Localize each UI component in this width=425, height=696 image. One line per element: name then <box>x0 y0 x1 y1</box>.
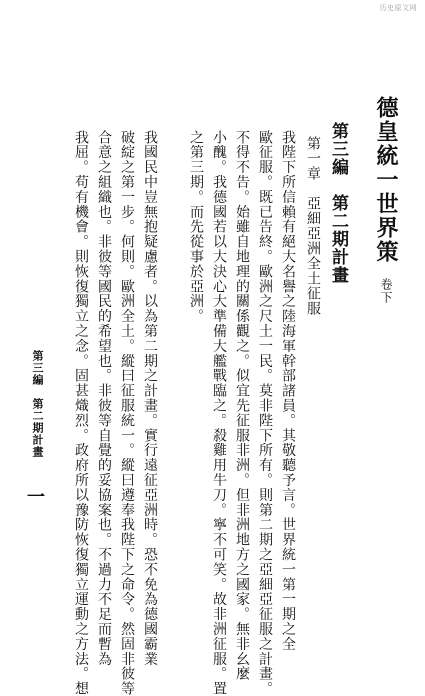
body-line: 之第三期。而先從事於亞洲。 <box>188 130 204 324</box>
chapter-heading: 第一章 亞細亞洲全土征服 <box>305 136 321 316</box>
body-line: 小醜。我德國若以大決心大準備大艦戰臨之。殺雞用牛刀。寧不可笑。故非洲征服。置 <box>211 130 227 696</box>
body-line: 不得不告。始雖自地理的關係觀之。似宜先征服非洲。但非洲地方之國家。無非幺麼 <box>234 130 250 682</box>
body-line: 歐征服。既已告終。歐洲之尺土一民。莫非陛下所有。則第二期之亞細亞征服之計畫。 <box>257 130 273 696</box>
section-heading: 第三編 第二期計畫 <box>328 122 348 284</box>
body-line: 我陛下所信賴有絕大名譽之陸海軍幹部諸員。其敬聽予言。世界統一第一期之全 <box>280 130 296 652</box>
body-line: 破綻之第一步。何則。歐洲全土。縱曰征服統一。縱曰遵奉我陛下之命令。然固非彼等 <box>119 130 135 696</box>
book-title: 德皇統一世界策 <box>373 96 399 264</box>
volume-mark: 卷下 <box>379 278 393 304</box>
page-number: 一 <box>27 487 45 508</box>
page-side-label: 第三編 第二期計畫 <box>31 350 44 458</box>
body-line: 我屈。苟有機會。則恢復獨立之念。固甚熾烈。政府所以豫防恢復獨立運動之方法。想 <box>73 130 89 696</box>
body-line: 我國民中豈無抱疑慮者。以為第二期之計畫。實行遠征亞洲時。恐不免為德國霸業 <box>142 130 158 667</box>
watermark-text: 历史原文网 <box>379 4 417 12</box>
body-line: 合意之組織也。非彼等國民的希望也。非彼等自覺的妥協案也。不過力不足而暫為 <box>96 130 112 667</box>
